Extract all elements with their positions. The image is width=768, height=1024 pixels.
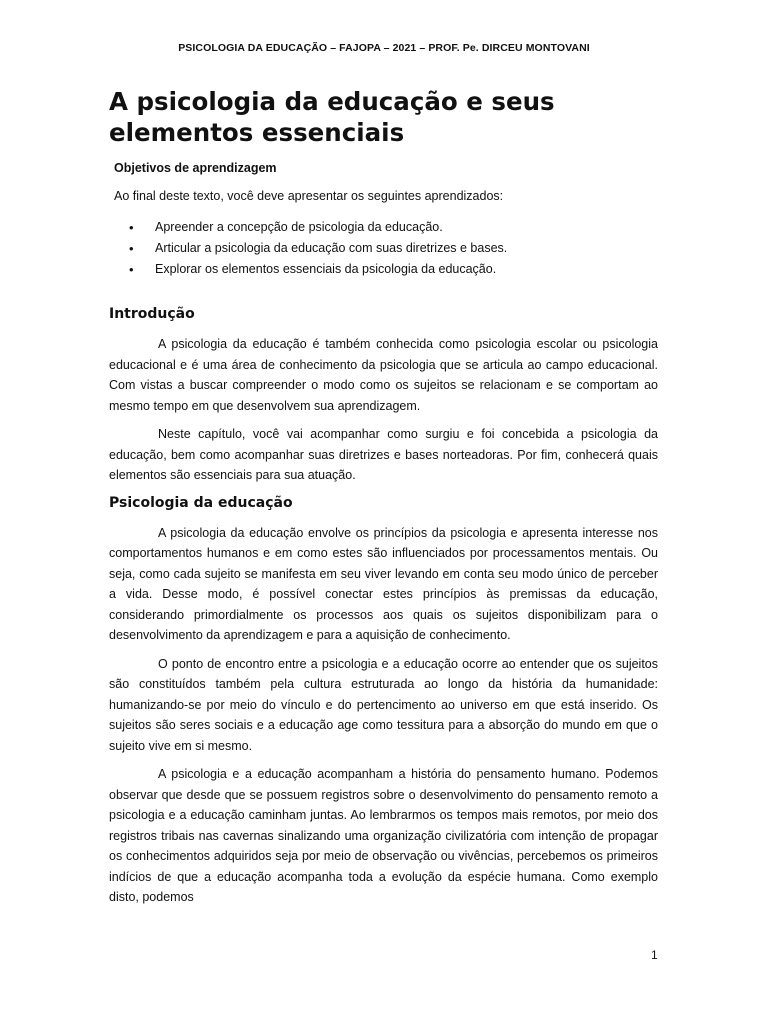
list-item [109, 238, 658, 259]
page-number: 1 [651, 948, 658, 962]
running-header: PSICOLOGIA DA EDUCAÇÃO – FAJOPA – 2021 – PROF. Pe. DIRCEU MONTOVANI [178, 42, 590, 54]
bullet-icon: • [129, 241, 134, 256]
list-item [109, 259, 658, 280]
objectives-list [109, 217, 658, 280]
list-item-text: Apreender a concepção de psicologia da educação. [155, 220, 443, 234]
body-paragraph: A psicologia da educação envolve os princípios da psicologia e apresenta interesse nos comportamentos humanos e em como estes são influenciados por processamentos mentais. Ou seja, como cada sujeito se manifesta em seu viver levando em conta seu modo único de perceber a vida. Desse modo, é possível conectar estes princípios às premissas da educação, considerando primordialmente os processos aos quais os sujeitos disponibilizam para o desenvolvimento da aprendizagem e para a aquisição de conhecimento. [109, 525, 658, 642]
body-paragraph: A psicologia da educação é também conhecida como psicologia escolar ou psicologia educacional e é uma área de conhecimento da psicologia que se articula ao campo educacional. Com vistas a buscar compreender o modo como os sujeitos se relacionam e se comportam ao mesmo tempo em que desenvolvem sua aprendizagem. [109, 337, 658, 413]
body-paragraph: Neste capítulo, você vai acompanhar como surgiu e foi concebida a psicologia da educação, bem como acompanhar suas diretrizes e bases norteadoras. Por fim, conhecerá quais elementos são essenciais para sua atuação. [109, 427, 658, 482]
list-item-text: Articular a psicologia da educação com suas diretrizes e bases. [155, 241, 508, 255]
objectives-intro: Ao final deste texto, você deve apresentar os seguintes aprendizados: [114, 189, 504, 203]
bullet-icon: • [129, 220, 134, 235]
list-item-text: Explorar os elementos essenciais da psicologia da educação. [155, 262, 497, 276]
psychology-section-heading: Psicologia da educação [109, 494, 293, 511]
bullet-icon: • [129, 262, 134, 277]
body-paragraph: O ponto de encontro entre a psicologia e a educação ocorre ao entender que os sujeitos são constituídos também pela cultura estruturada ao longo da história da humanidade: humanizando-se por meio do vínculo e do pertencimento ao universo em que está inserido. Os sujeitos são seres sociais e a educação age como tessitura para a absorção do mundo em que o sujeito vive em si mesmo. [109, 656, 658, 753]
introduction-heading: Introdução [109, 306, 195, 322]
page-title: A psicologia da educação e seus elementos essenciais [109, 87, 555, 147]
page-content [109, 86, 658, 908]
objectives-heading: Objetivos de aprendizagem [114, 161, 277, 175]
body-paragraph: A psicologia e a educação acompanham a história do pensamento humano. Podemos observar que desde que se possuem registros sobre o desenvolvimento do pensamento remoto a psicologia e a educação caminham juntas. Ao lembrarmos os tempos mais remotos, por meio dos registros tribais nas cavernas sinalizando uma organização civilizatória com intenção de propagar os conhecimentos adquiridos seja por meio de observação ou vivências, percebemos os primeiros indícios de que a educação acompanha toda a evolução da espécie humana. Como exemplo disto, podemos [109, 767, 658, 904]
list-item [109, 217, 658, 238]
